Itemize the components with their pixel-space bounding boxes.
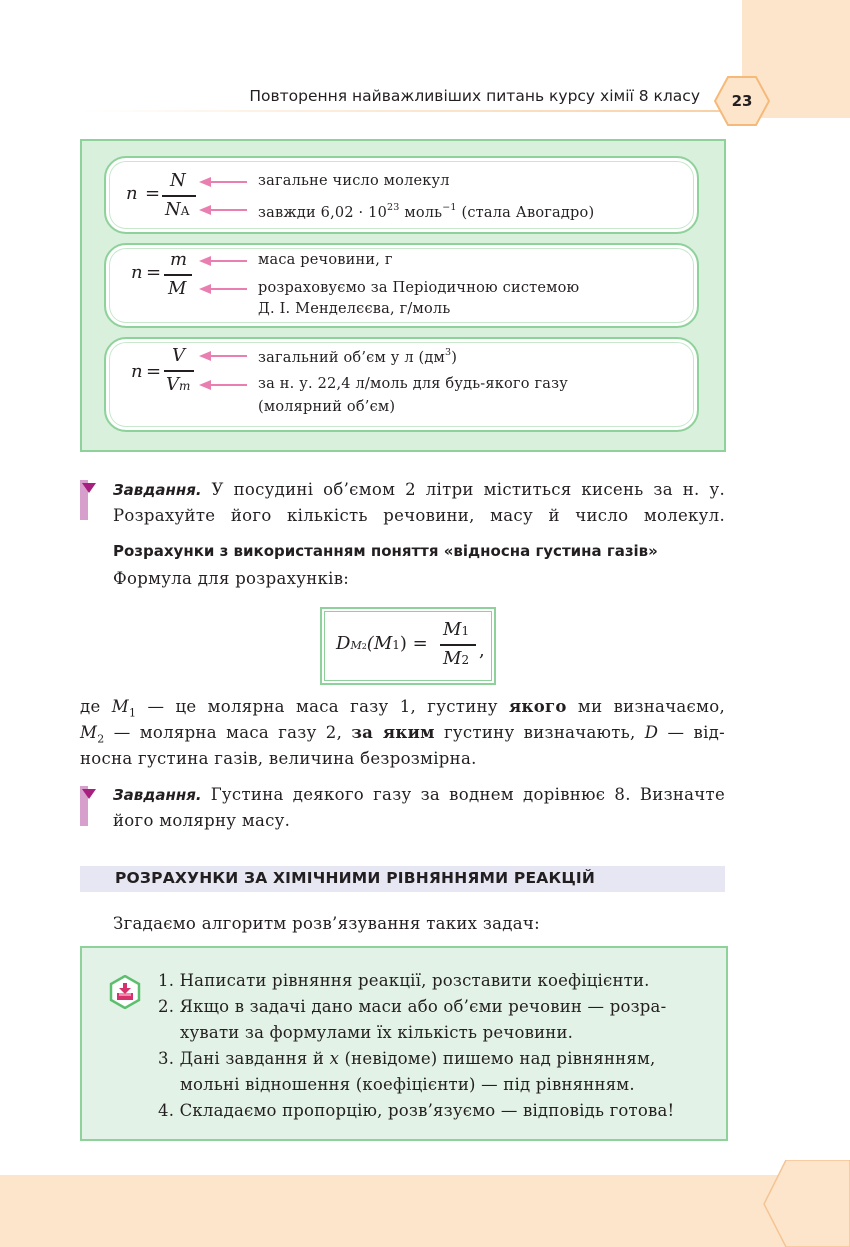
density-intro: Формула для розрахунків: [113,569,350,588]
page-number: 23 [731,92,753,110]
download-box-icon [108,975,142,1009]
note-molar-volume: за н. у. 22,4 л/моль для будь-якого газу [258,376,568,392]
density-explain-line2: $M_2$ — молярна маса газу 2, за яким густину визначають, D — від- [80,723,725,746]
algorithm-step-4: 4. Складаємо пропорцію, розв’язуємо — відповідь готова! [158,1101,675,1120]
running-header: Повторення найважливіших питань курсу хімії 8 класу [249,87,700,105]
task2-line1: Завдання. Густина деякого газу за воднем дорівнює 8. Визначте [113,785,726,804]
equals-sign: = [145,183,161,204]
fraction-bar [164,370,194,372]
header-rule [80,110,720,112]
note-molar-volume-label: (молярний об’єм) [258,399,396,415]
algorithm-step-3-cont: мольні відношення (коефіцієнти) — під рівнянням. [180,1075,635,1094]
bottom-band-decoration [0,1175,850,1247]
arrow-left-icon [199,350,249,362]
formula-numerator: N [170,170,186,191]
algorithm-step-3: 3. Дані завдання й x (невідоме) пишемо над рівнянням, [158,1049,656,1068]
formula-numerator: V [172,345,185,366]
formula-n-label: n [131,361,143,382]
note-total-volume: загальний об’єм у л $(дм^3)$ [258,347,458,366]
density-formula-lhs: DM2(M1) = [336,633,428,654]
formula-n-label: n [126,183,138,204]
task-marker-icon [82,789,96,799]
density-heading: Розрахунки з використанням поняття «відносна густина газів» [113,542,658,560]
fraction-bar [164,274,192,276]
arrow-left-icon [199,283,249,295]
algorithm-step-2: 2. Якщо в задачі дано маси або об’єми речовин — розра- [158,997,667,1016]
density-explain-line3: носна густина газів, величина безрозмірна. [80,749,477,768]
section-title: РОЗРАХУНКИ ЗА ХІМІЧНИМИ РІВНЯННЯМИ РЕАКЦІЙ [115,869,596,887]
density-formula-numerator: M1 [443,619,470,640]
formula-numerator: m [170,249,188,270]
algorithm-step-2-cont: хувати за формулами їх кількість речовини. [180,1023,574,1042]
equals-sign: = [146,361,162,382]
equals-sign: = [146,262,162,283]
task2-line2: його молярну масу. [113,811,291,830]
formula-n-label: n [131,262,143,283]
arrow-left-icon [199,176,249,188]
arrow-left-icon [199,379,249,391]
arrow-left-icon [199,204,249,216]
bottom-corner-decoration [760,1160,850,1247]
task1-line1: Завдання. У посудині об’ємом 2 літри міститься кисень за н. у. [113,480,725,499]
task1-line2: Розрахуйте його кількість речовини, масу й число молекул. [113,506,725,525]
arrow-left-icon [199,255,249,267]
task-marker-icon [82,483,96,493]
density-explain-line1: де $M_1$ — це молярна маса газу 1, густину якого ми визначаємо, [80,697,725,720]
density-formula-denominator: M2 [443,648,470,669]
note-periodic: розраховуємо за Періодичною системою [258,280,580,296]
formula-denominator: Vm [166,374,191,395]
formula-denominator: NA [165,199,190,220]
density-formula-comma: , [479,640,485,661]
algorithm-step-1: 1. Написати рівняння реакції, розставити коефіцієнти. [158,971,650,990]
note-mass: маса речовини, г [258,252,393,268]
note-avogadro: завжди $6,02 \cdot 10^{23}$ моль$^{-1}$ (стала Авогадро) [258,202,595,221]
note-total-molecules: загальне число молекул [258,173,450,189]
fraction-bar [162,195,196,197]
formula-denominator: M [168,278,187,299]
fraction-bar [440,644,476,646]
note-molar-mass-unit: Д. І. Менделєєва, г/моль [258,301,451,317]
section-intro: Згадаємо алгоритм розв’язування таких задач: [113,914,540,933]
